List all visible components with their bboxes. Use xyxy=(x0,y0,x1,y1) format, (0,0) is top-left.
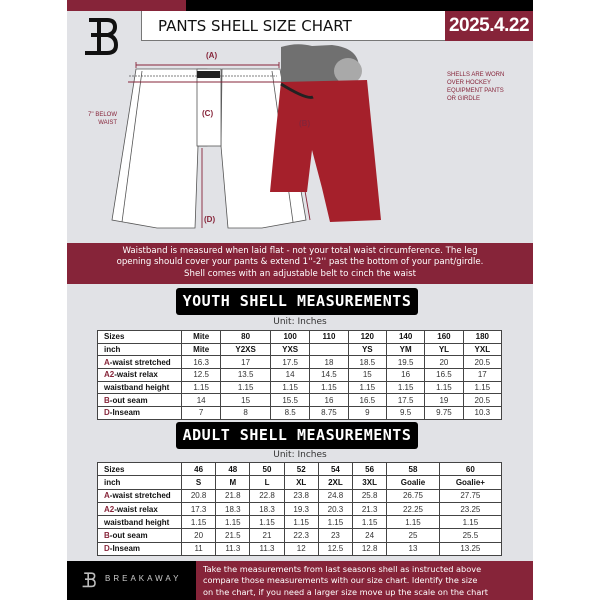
top-black-bar xyxy=(186,0,533,11)
table-cell: 18.3 xyxy=(216,502,250,515)
size-chart-page xyxy=(67,0,533,600)
table-cell: 16 xyxy=(310,394,348,407)
table-cell: 23.8 xyxy=(284,489,318,502)
table-cell: 11.3 xyxy=(250,542,284,555)
table-cell: 9.75 xyxy=(425,407,463,420)
table-cell: 21.5 xyxy=(216,529,250,542)
table-cell: 1.15 xyxy=(348,381,386,394)
table-cell: 17.5 xyxy=(270,356,309,369)
table-cell: XL xyxy=(284,476,318,489)
table-cell: 48 xyxy=(216,463,250,476)
table-cell: 1.15 xyxy=(425,381,463,394)
table-cell: 13.5 xyxy=(221,369,271,382)
table-row xyxy=(98,542,502,555)
row-label-text: inch xyxy=(104,345,121,355)
table-cell: YS xyxy=(348,343,386,356)
row-label xyxy=(98,542,182,555)
table-cell: 14.5 xyxy=(310,369,348,382)
measuring-info-band: Waistband is measured when laid flat - not your total waist circumference. The leg opening should cover your pants & extend 1''-2'' past the bottom of your pant/girdle. Shell comes with an adjustable belt to cinch the waist xyxy=(67,243,533,284)
table-cell: 24 xyxy=(353,529,387,542)
table-cell: 15 xyxy=(348,369,386,382)
row-label-text: waistband height xyxy=(104,517,170,527)
table-row xyxy=(98,381,502,394)
table-cell: 1.15 xyxy=(270,381,309,394)
label-b: (B) xyxy=(299,119,311,128)
table-cell: 15 xyxy=(221,394,271,407)
label-d: (D) xyxy=(204,215,216,224)
table-cell: 25.5 xyxy=(439,529,501,542)
row-label xyxy=(98,463,182,476)
table-cell: S xyxy=(182,476,216,489)
row-label-prefix: D xyxy=(104,544,110,554)
youth-unit-label: Unit: Inches xyxy=(273,317,327,327)
table-row xyxy=(98,343,502,356)
row-label-text: waistband height xyxy=(104,383,170,393)
table-cell: 46 xyxy=(182,463,216,476)
table-cell: 15.5 xyxy=(270,394,309,407)
table-cell: 3XL xyxy=(353,476,387,489)
below-waist-note: 7'' BELOW WAIST xyxy=(88,112,117,126)
table-cell: 140 xyxy=(386,331,424,344)
table-cell: 1.15 xyxy=(310,381,348,394)
table-cell: 52 xyxy=(284,463,318,476)
table-cell: 7 xyxy=(182,407,221,420)
table-cell: 11 xyxy=(182,542,216,555)
page-title: PANTS SHELL SIZE CHART xyxy=(158,17,352,35)
table-cell: 25 xyxy=(387,529,440,542)
table-cell: 20 xyxy=(182,529,216,542)
row-label xyxy=(98,381,182,394)
table-cell: 16.3 xyxy=(182,356,221,369)
row-label-text: -out seam xyxy=(109,531,148,541)
row-label-text: -waist stretched xyxy=(109,491,171,501)
table-cell: 8 xyxy=(221,407,271,420)
table-cell: 1.15 xyxy=(463,381,501,394)
table-cell: 80 xyxy=(221,331,271,344)
table-cell: 19 xyxy=(425,394,463,407)
table-cell: 60 xyxy=(439,463,501,476)
table-cell: 20.5 xyxy=(463,394,501,407)
table-cell: 8.5 xyxy=(270,407,309,420)
table-cell: 16 xyxy=(386,369,424,382)
table-cell: 21.3 xyxy=(353,502,387,515)
table-cell: 1.15 xyxy=(386,381,424,394)
table-cell: 160 xyxy=(425,331,463,344)
table-cell: YM xyxy=(386,343,424,356)
table-cell: 50 xyxy=(250,463,284,476)
worn-over-note: SHELLS ARE WORN OVER HOCKEY EQUIPMENT PANTS OR GIRDLE xyxy=(447,72,505,102)
adult-section-title: ADULT SHELL MEASUREMENTS xyxy=(176,422,418,449)
table-cell: 22.8 xyxy=(250,489,284,502)
table-cell: 16.5 xyxy=(425,369,463,382)
table-row xyxy=(98,463,502,476)
table-row xyxy=(98,369,502,382)
table-row xyxy=(98,516,502,529)
footer-brand-name: BREAKAWAY xyxy=(105,574,182,583)
table-cell: 9 xyxy=(348,407,386,420)
row-label-prefix: D xyxy=(104,408,110,418)
table-cell: 58 xyxy=(387,463,440,476)
table-cell: 120 xyxy=(348,331,386,344)
table-cell: 12.5 xyxy=(182,369,221,382)
table-cell: 22.25 xyxy=(387,502,440,515)
table-cell: 1.15 xyxy=(250,516,284,529)
table-cell: 56 xyxy=(353,463,387,476)
table-cell: 18.3 xyxy=(250,502,284,515)
row-label xyxy=(98,407,182,420)
row-label-text: -Inseam xyxy=(109,408,141,418)
table-cell: 8.75 xyxy=(310,407,348,420)
row-label-prefix: B xyxy=(104,395,110,405)
table-cell: 1.15 xyxy=(353,516,387,529)
row-label-prefix: A2 xyxy=(104,504,115,514)
table-cell: 180 xyxy=(463,331,501,344)
row-label-text: -waist stretched xyxy=(109,357,171,367)
table-cell: 1.15 xyxy=(318,516,352,529)
table-cell: 11.3 xyxy=(216,542,250,555)
table-cell: 1.15 xyxy=(387,516,440,529)
table-cell: Goalie xyxy=(387,476,440,489)
row-label-prefix: A xyxy=(104,357,110,367)
table-cell: Goalie+ xyxy=(439,476,501,489)
table-row xyxy=(98,489,502,502)
footer-instructions: Take the measurements from last seasons shell as instructed above compare those measurements with our size chart. Identify the size on the chart, if you need a larger size move up the scale on the chart xyxy=(196,561,533,600)
table-cell: 17.3 xyxy=(182,502,216,515)
row-label-prefix: B xyxy=(104,531,110,541)
table-cell: YXS xyxy=(270,343,309,356)
table-cell: 14 xyxy=(270,369,309,382)
table-cell xyxy=(310,343,348,356)
table-cell: Mite xyxy=(182,343,221,356)
table-row xyxy=(98,476,502,489)
table-row xyxy=(98,394,502,407)
table-cell: 14 xyxy=(182,394,221,407)
table-cell: M xyxy=(216,476,250,489)
table-cell: 100 xyxy=(270,331,309,344)
table-cell: 16.5 xyxy=(348,394,386,407)
table-cell: 1.15 xyxy=(182,516,216,529)
top-accent-bar xyxy=(67,0,186,11)
row-label-text: -waist relax xyxy=(114,370,158,380)
row-label xyxy=(98,476,182,489)
table-cell: 24.8 xyxy=(318,489,352,502)
table-cell: YXL xyxy=(463,343,501,356)
table-cell: 17.5 xyxy=(386,394,424,407)
table-cell: Mite xyxy=(182,331,221,344)
date-badge: 2025.4.22 xyxy=(445,11,533,41)
row-label xyxy=(98,394,182,407)
table-cell: 1.15 xyxy=(182,381,221,394)
row-label xyxy=(98,369,182,382)
youth-size-table xyxy=(97,330,502,420)
table-row xyxy=(98,407,502,420)
table-cell: 17 xyxy=(221,356,271,369)
table-cell: 23.25 xyxy=(439,502,501,515)
row-label xyxy=(98,331,182,344)
table-row xyxy=(98,502,502,515)
row-label-text: Sizes xyxy=(104,464,125,474)
table-cell: 22.3 xyxy=(284,529,318,542)
row-label xyxy=(98,529,182,542)
row-label-prefix: A2 xyxy=(104,370,115,380)
table-cell: 12 xyxy=(284,542,318,555)
table-cell: 12.8 xyxy=(353,542,387,555)
table-cell: 26.75 xyxy=(387,489,440,502)
table-row xyxy=(98,356,502,369)
table-row xyxy=(98,529,502,542)
row-label xyxy=(98,343,182,356)
table-cell: 19.5 xyxy=(386,356,424,369)
belt-buckle-icon xyxy=(197,71,220,78)
table-cell: 54 xyxy=(318,463,352,476)
label-c: (C) xyxy=(202,109,214,118)
row-label xyxy=(98,516,182,529)
table-cell: 21.8 xyxy=(216,489,250,502)
table-cell: 20.3 xyxy=(318,502,352,515)
youth-section-title: YOUTH SHELL MEASUREMENTS xyxy=(176,288,418,315)
row-label-text: -Inseam xyxy=(109,544,141,554)
table-cell: L xyxy=(250,476,284,489)
table-cell: 12.5 xyxy=(318,542,352,555)
table-cell: 1.15 xyxy=(439,516,501,529)
table-cell: 10.3 xyxy=(463,407,501,420)
table-cell: 110 xyxy=(310,331,348,344)
table-cell: 1.15 xyxy=(284,516,318,529)
table-cell: 20.8 xyxy=(182,489,216,502)
row-label-prefix: A xyxy=(104,491,110,501)
label-a: (A) xyxy=(206,51,218,60)
table-cell: 17 xyxy=(463,369,501,382)
table-cell: 21 xyxy=(250,529,284,542)
table-cell: 23 xyxy=(318,529,352,542)
row-label-text: Sizes xyxy=(104,332,125,342)
table-cell: 20.5 xyxy=(463,356,501,369)
adult-size-table xyxy=(97,462,502,556)
row-label xyxy=(98,356,182,369)
table-cell: 13 xyxy=(387,542,440,555)
table-cell: 27.75 xyxy=(439,489,501,502)
row-label-text: -waist relax xyxy=(114,504,158,514)
table-cell: 1.15 xyxy=(216,516,250,529)
adult-unit-label: Unit: Inches xyxy=(273,450,327,460)
table-cell: 13.25 xyxy=(439,542,501,555)
table-cell: 18 xyxy=(310,356,348,369)
table-cell: 9.5 xyxy=(386,407,424,420)
table-cell: 1.15 xyxy=(221,381,271,394)
table-cell: 19.3 xyxy=(284,502,318,515)
table-cell: 25.8 xyxy=(353,489,387,502)
table-row xyxy=(98,331,502,344)
row-label-text: inch xyxy=(104,477,121,487)
row-label-text: -out seam xyxy=(109,395,148,405)
row-label xyxy=(98,502,182,515)
table-cell: YL xyxy=(425,343,463,356)
table-cell: Y2XS xyxy=(221,343,271,356)
table-cell: 2XL xyxy=(318,476,352,489)
table-cell: 20 xyxy=(425,356,463,369)
table-cell: 18.5 xyxy=(348,356,386,369)
footer-logo-icon xyxy=(81,570,97,590)
row-label xyxy=(98,489,182,502)
